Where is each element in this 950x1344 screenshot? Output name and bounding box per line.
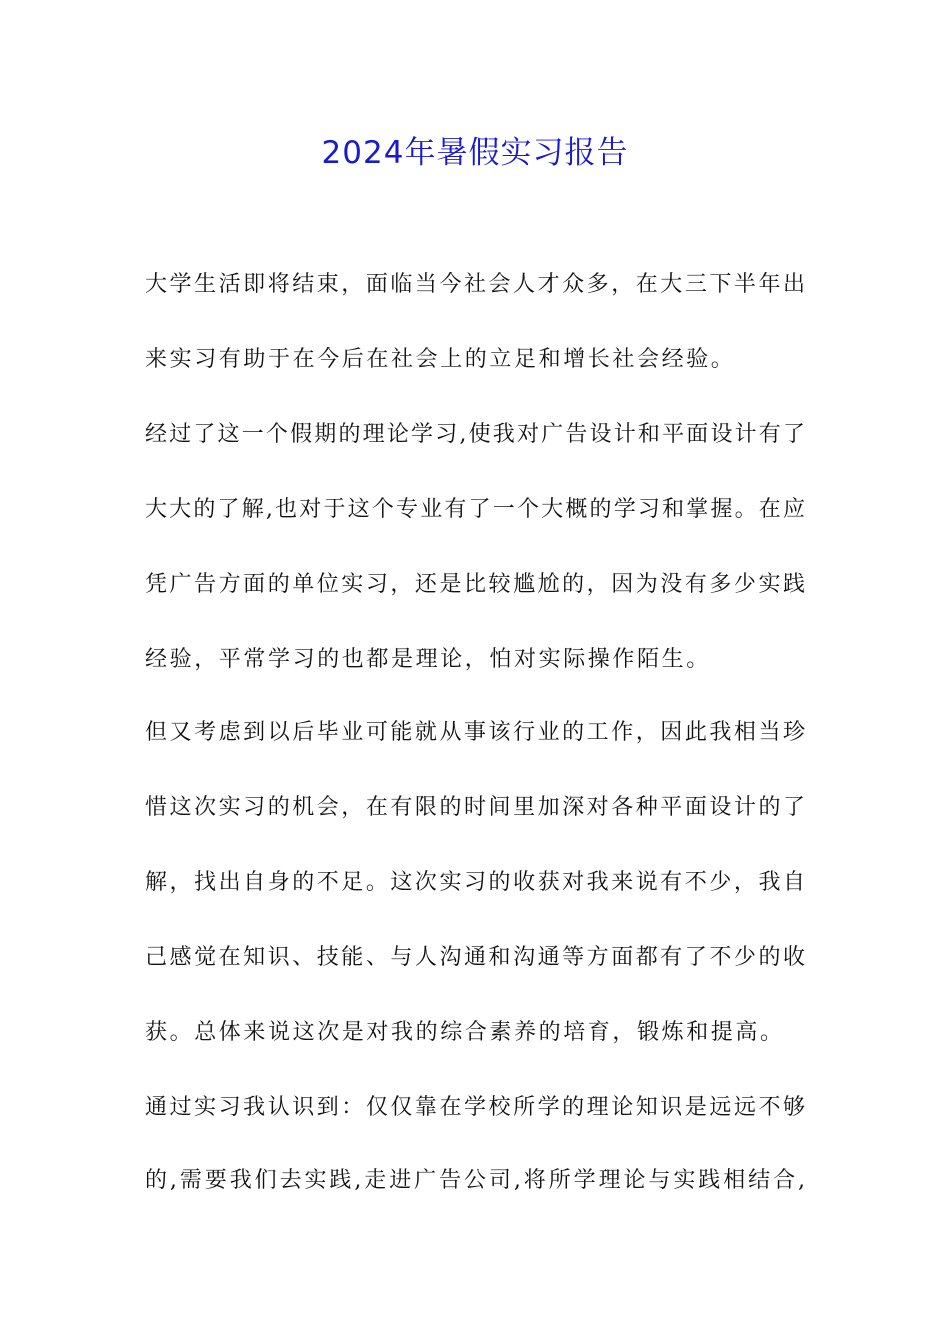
body-line-4: 大大的了解,也对于这个专业有了一个大概的学习和掌握。在应 [145, 497, 805, 522]
body-line-11: 获。总体来说这次是对我的综合素养的培育，锻炼和提高。 [145, 1020, 785, 1045]
body-line-12: 通过实习我认识到：仅仅靠在学校所学的理论知识是远远不够 [145, 1095, 805, 1120]
body-line-8: 惜这次实习的机会，在有限的时间里加深对各种平面设计的了 [145, 795, 805, 820]
body-line-13: 的,需要我们去实践,走进广告公司,将所学理论与实践相结合, [145, 1168, 805, 1193]
body-line-7: 但又考虑到以后毕业可能就从事该行业的工作，因此我相当珍 [145, 720, 805, 745]
body-line-10: 己感觉在知识、技能、与人沟通和沟通等方面都有了不少的收 [145, 945, 805, 970]
body-line-6: 经验，平常学习的也都是理论，怕对实际操作陌生。 [145, 647, 711, 672]
document-title: 2024年暑假实习报告 [321, 135, 629, 171]
body-line-9: 解，找出自身的不足。这次实习的收获对我来说有不少，我自 [145, 870, 805, 895]
body-line-2: 来实习有助于在今后在社会上的立足和增长社会经验。 [145, 347, 736, 372]
body-line-3: 经过了这一个假期的理论学习,使我对广告设计和平面设计有了 [145, 422, 805, 447]
body-line-5: 凭广告方面的单位实习，还是比较尴尬的，因为没有多少实践 [145, 572, 805, 597]
body-line-1: 大学生活即将结束，面临当今社会人才众多，在大三下半年出 [145, 272, 805, 297]
